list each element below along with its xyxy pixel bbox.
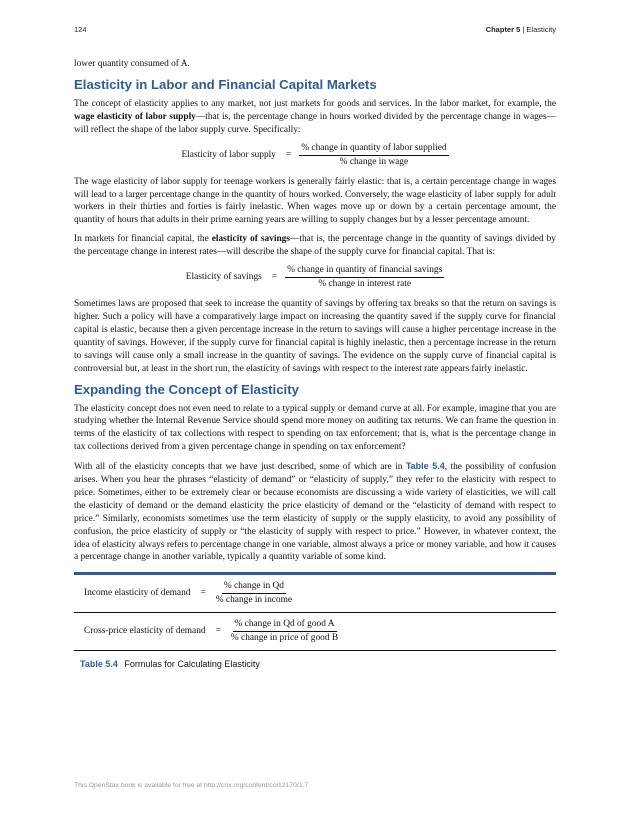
page-content (74, 58, 556, 671)
formula-lhs: Cross-price elasticity of demand (84, 626, 206, 637)
formula-labor-supply (74, 143, 556, 168)
fraction (299, 143, 448, 168)
section-heading-expanding-concept: Expanding the Concept of Elasticity (74, 381, 299, 397)
fraction-numerator: % change in Qd (222, 581, 286, 594)
fraction-denominator: % change in price of good B (230, 633, 339, 644)
chapter-label: Chapter 5 (485, 25, 521, 34)
formula-lhs: Income elasticity of demand (84, 588, 191, 599)
table-row-income-elasticity (74, 575, 556, 613)
text-fragment: With all of the elasticity concepts that we have just described, some of which are in (74, 462, 406, 473)
fraction (285, 265, 444, 290)
paragraph-teenage-workers: The wage elasticity of labor supply for teenage workers is generally fairly elastic: that is, a certain percentage change in wages will lead to a larger percentage change in the quantity of hours worked. Conversely, the wage elasticity of labor supply for adult workers in their thirties and forties is fairly inelastic. When wages move up or down by a certain percentage amount, the quantity of hours that adults in their prime earning years are willing to supply changes but by a lesser percentage amount. (74, 176, 556, 226)
chapter-running-head (486, 25, 556, 34)
paragraph-labor-elasticity (74, 98, 556, 137)
fraction-denominator: % change in interest rate (318, 279, 411, 290)
text-fragment: —that is, the percentage change in the quantity of savings divided by the percentage change in interest rates—will describe the shape of the supply curve for financial capital. That is: (74, 234, 556, 258)
formula-lhs: Elasticity of labor supply (181, 149, 276, 160)
fraction-denominator: % change in wage (339, 156, 409, 167)
section-heading-labor-financial: Elasticity in Labor and Financial Capital Markets (74, 76, 377, 92)
fraction-numerator: % change in quantity of financial savings (285, 265, 444, 278)
paragraph-financial-capital (74, 233, 556, 259)
fraction-numerator: % change in Qd of good A (233, 619, 337, 632)
text-fragment: , the possibility of confusion arises. When you hear the phrases “elasticity of demand” or “elasticity of supply,” they refer to the elasticity with respect to price. Sometimes, either to be extremely clear or because economists are discussing a wide variety of elasticities, we will call the elasticity of demand or the demand elasticity the price elasticity of demand or the “elasticity of demand with respect to price.” Similarly, economists sometimes use the term elasticity of supply or the supply elasticity, to avoid any possibility of confusion, the price elasticity of supply or “the elasticity of supply with respect to price.” However, in whatever context, the idea of elasticity always refers to percentage change in one variable, almost always a price or money variable, and how it causes a percentage change in another variable, typically a quantity variable of some kind. (74, 462, 557, 563)
key-term-elasticity-of-savings: elasticity of savings (211, 234, 290, 245)
formula-lhs: Elasticity of savings (185, 272, 262, 283)
fraction-numerator: % change in quantity of labor supplied (299, 143, 448, 156)
equals-sign: = (285, 149, 292, 160)
table-caption (74, 658, 556, 671)
intro-line: lower quantity consumed of A. (74, 59, 190, 69)
formula-savings (74, 265, 556, 290)
text-fragment: —that is, the percentage change in hours worked divided by the percentage change in wages—will reflect the shape of the labor supply curve. Specifically: (74, 111, 556, 135)
fraction-denominator: % change in income (215, 595, 293, 606)
equals-sign: = (200, 588, 206, 599)
text-fragment: In markets for financial capital, the (74, 234, 212, 245)
paragraph-irs-example: The elasticity concept does not even need to relate to a typical supply or demand curve at all. For example, imagine that you are studying whether the Internal Revenue Service should spend more money on auditing tax returns. We can frame the question in terms of the elasticity of tax collections with respect to spending on tax enforcement; that is, what is the percentage change in tax collections derived from a given percentage change in spending on tax enforcement? (74, 403, 556, 453)
page-footer: This OpenStax book is available for free at http://cnx.org/content/col12170/1.7 (74, 782, 309, 789)
table-row-cross-price-elasticity (74, 613, 556, 651)
fraction (214, 581, 294, 606)
table-caption-label: Table 5.4 (80, 659, 118, 670)
key-term-wage-elasticity: wage elasticity of labor supply (74, 111, 196, 122)
chapter-title: Elasticity (526, 25, 556, 34)
table-caption-text: Formulas for Calculating Elasticity (124, 659, 260, 670)
text-fragment: The concept of elasticity applies to any market, not just markets for goods and services. In the labor market, for example, the (74, 98, 556, 109)
table-reference-link[interactable]: Table 5.4 (405, 461, 445, 472)
fraction (229, 619, 340, 644)
page-number: 124 (74, 25, 87, 34)
paragraph-tax-breaks: Sometimes laws are proposed that seek to increase the quantity of savings by offering tax breaks so that the return on savings is higher. Such a policy will have a comparatively large impact on increasing the quantity saved if the supply curve for financial capital is elastic, because then a given percentage increase in the return to savings will cause a higher percentage increase in the quantity of savings. However, if the supply curve for financial capital is highly inelastic, then a percentage increase in the return to savings will cause only a small increase in the quantity of savings. The evidence on the supply curve of financial capital is controversial but, at least in the short run, the elasticity of savings with respect to the interest rate appears fairly inelastic. (74, 299, 556, 374)
equals-sign: = (271, 272, 278, 283)
paragraph-confusion (74, 460, 556, 564)
elasticity-formulas-table (74, 572, 556, 651)
equals-sign: = (215, 626, 221, 637)
header-separator: | (520, 25, 527, 34)
